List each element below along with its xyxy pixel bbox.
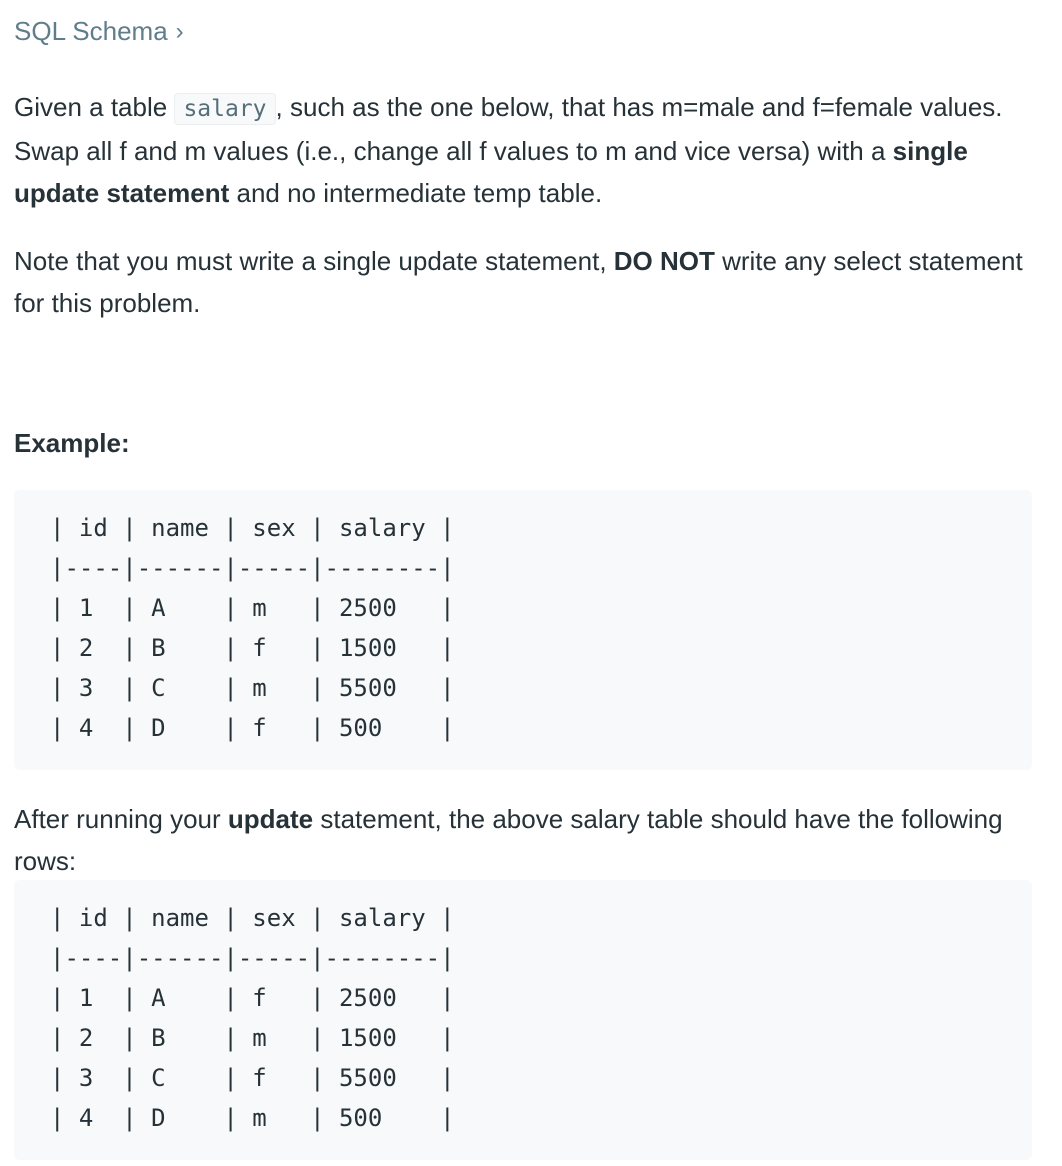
example-table-after: | id | name | sex | salary | |----|------|-----|--------| | 1 | A | f | 2500 | | 2 | B | m | 1500 | | 3 | C | f | 5500 | | 4 | D | m | 500 |	[14, 880, 1032, 1160]
sql-schema-link[interactable]	[14, 16, 184, 47]
p2-text-2: write any select statement for this problem.	[14, 246, 1023, 318]
problem-paragraph-3	[14, 798, 1034, 882]
p3-text-1: After running your	[14, 804, 228, 834]
sql-schema-label: SQL Schema	[14, 16, 168, 46]
problem-paragraph-2	[14, 240, 1034, 324]
p1-bold: single update statement	[14, 136, 968, 208]
p1-text-3: and no intermediate temp table.	[229, 178, 603, 208]
p3-text-2: statement, the above salary table should have the following rows:	[14, 804, 1003, 876]
example-heading: Example:	[14, 428, 130, 458]
p3-bold: update	[227, 804, 314, 834]
example-table-before: | id | name | sex | salary | |----|------|-----|--------| | 1 | A | m | 2500 | | 2 | B | f | 1500 | | 3 | C | m | 5500 | | 4 | D | f | 500 |	[14, 490, 1032, 770]
problem-paragraph-1	[14, 86, 1034, 214]
inline-code-salary: salary	[174, 93, 275, 125]
p2-bold: DO NOT	[613, 246, 715, 276]
chevron-right-icon: ›	[175, 17, 184, 45]
p1-text-1: Given a table	[14, 92, 175, 122]
p1-text-2: , such as the one below, that has m=male and f=female values. Swap all f and m values (i.e., change all f values to m and vice versa) with a	[14, 92, 1003, 166]
p2-text-1: Note that you must write a single update statement,	[14, 246, 614, 276]
